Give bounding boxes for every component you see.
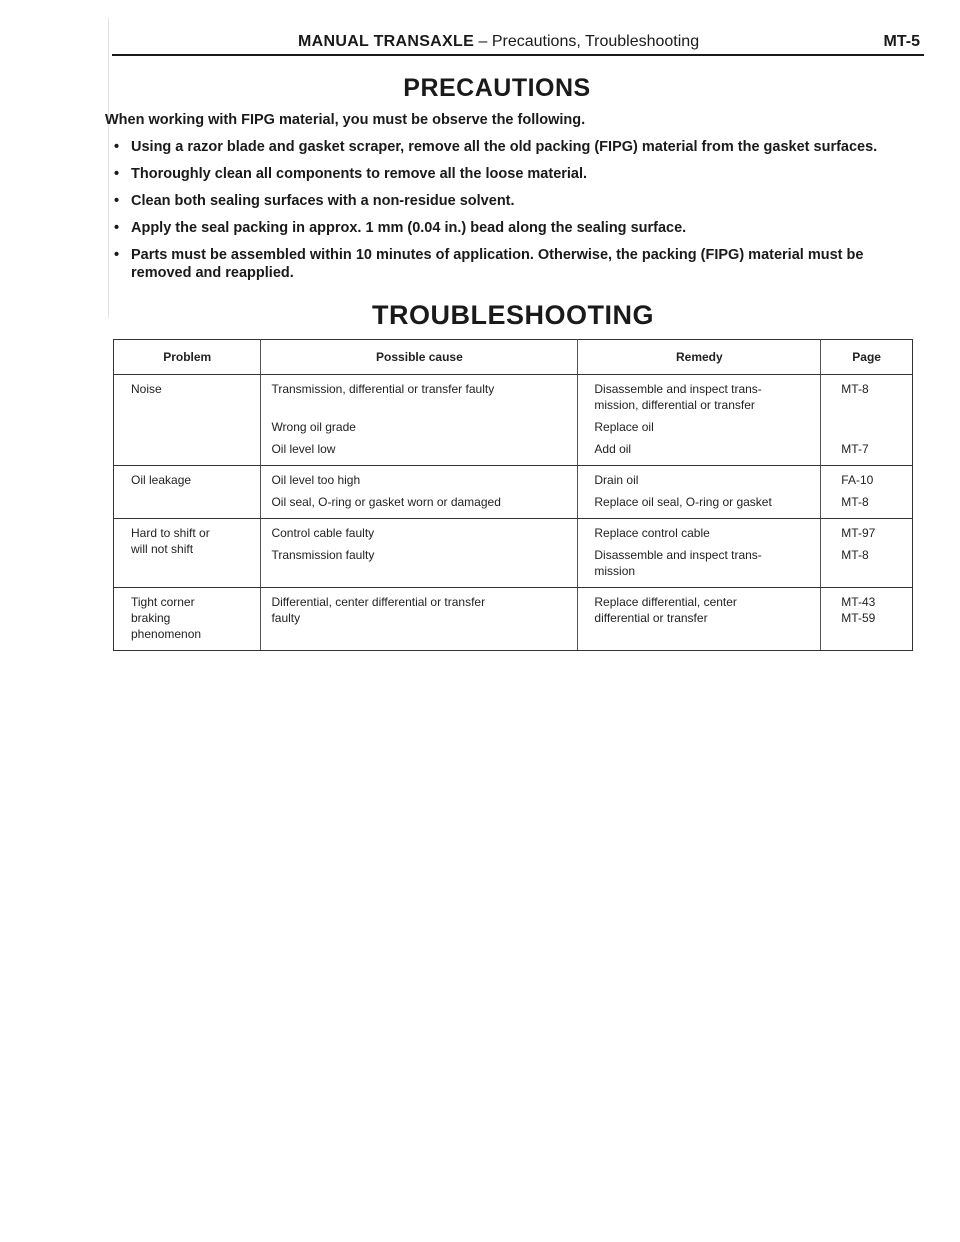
margin-rule [108,18,109,318]
precautions-intro: When working with FIPG material, you must be observe the following. [105,112,586,128]
header-subsection: – Precautions, Troubleshooting [474,33,700,50]
troubleshooting-table [113,339,913,651]
bullet-icon: • [114,220,120,236]
page-cell: MT-43 MT-59 [821,588,913,651]
cause-cell: Differential, center differential or transfer faulty [261,588,578,651]
column-header-page: Page [821,340,913,375]
bullet-icon: • [114,139,120,155]
table-row [114,466,913,519]
column-header-remedy: Remedy [578,340,821,375]
page-cell: MT-97 MT-8 [821,519,913,588]
remedy-cell: Disassemble and inspect trans- mission, differential or transfer Replace oil Add oil [578,375,821,466]
page-cell: FA-10 MT-8 [821,466,913,519]
precaution-item: • Using a razor blade and gasket scraper, remove all the old packing (FIPG) material from the gasket surfaces. [114,139,878,155]
bullet-icon: • [114,247,120,263]
page-header [112,32,924,56]
problem-cell: Noise [114,375,261,466]
problem-cell: Hard to shift or will not shift [114,519,261,588]
problem-cell: Tight corner braking phenomenon [114,588,261,651]
cause-cell: Transmission, differential or transfer faulty Wrong oil grade Oil level low [261,375,578,466]
header-page-number: MT-5 [883,33,920,50]
page-cell: MT-8 MT-7 [821,375,913,466]
header-section: MANUAL TRANSAXLE [298,33,475,50]
table-header-row [114,340,913,375]
column-header-problem: Problem [114,340,261,375]
precaution-item: • Parts must be assembled within 10 minutes of application. Otherwise, the packing (FIPG) material must be removed and reapplied. [114,247,864,281]
table-row [114,588,913,651]
bullet-icon: • [114,193,120,209]
remedy-cell: Replace control cable Disassemble and inspect trans- mission [578,519,821,588]
precaution-item: • Apply the seal packing in approx. 1 mm (0.04 in.) bead along the sealing surface. [114,220,687,236]
precaution-item: • Thoroughly clean all components to remove all the loose material. [114,166,588,182]
remedy-cell: Replace differential, center differential or transfer [578,588,821,651]
cause-cell: Control cable faulty Transmission faulty [261,519,578,588]
precaution-item: • Clean both sealing surfaces with a non-residue solvent. [114,193,515,209]
bullet-icon: • [114,166,120,182]
precautions-list [114,138,924,291]
column-header-cause: Possible cause [261,340,578,375]
remedy-cell: Drain oil Replace oil seal, O-ring or gasket [578,466,821,519]
problem-cell: Oil leakage [114,466,261,519]
header-title [298,33,699,51]
table-row [114,375,913,466]
troubleshooting-title: TROUBLESHOOTING [372,300,654,330]
cause-cell: Oil level too high Oil seal, O-ring or gasket worn or damaged [261,466,578,519]
precautions-title: PRECAUTIONS [403,74,591,102]
table-row [114,519,913,588]
